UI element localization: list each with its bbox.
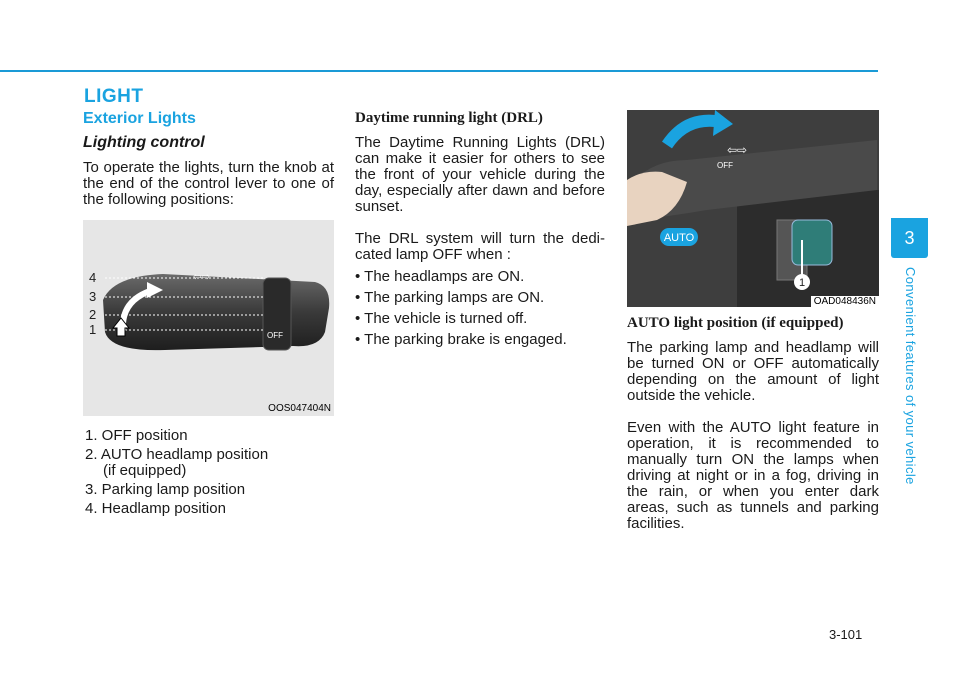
column-drl bbox=[355, 110, 605, 353]
list-item: • The vehicle is turned off. bbox=[355, 311, 605, 327]
lever-body bbox=[103, 274, 329, 350]
chapter-number: 3 bbox=[904, 228, 915, 248]
list-item-text: 1. OFF position bbox=[85, 427, 188, 444]
auto-para-1: The parking lamp and headlamp will be turned ON or OFF automatically depending on the amount of light outside the vehicle. bbox=[627, 339, 879, 404]
auto-para-2: Even with the AUTO light feature in operation, it is recommended to manually turn ON the lamps when driving at night or in a fog, driving in the rain, or when you enter dark areas, such as tunnels and parking facilities. bbox=[627, 419, 879, 532]
drl-para-1: The Daytime Running Lights (DRL) can make it easier for others to see the front of your vehicle during the day, especially after dawn and before sunset. bbox=[355, 134, 605, 215]
list-item bbox=[83, 482, 334, 498]
list-item-text: 4. Headlamp position bbox=[85, 500, 226, 517]
section-title: LIGHT bbox=[84, 86, 144, 107]
list-item-text: 3. Parking lamp position bbox=[85, 481, 246, 498]
position-number-4: 4 bbox=[89, 270, 97, 285]
list-item-continuation: (if equipped) bbox=[103, 462, 187, 479]
chapter-title: Convenient features of your vehicle bbox=[903, 267, 918, 485]
position-number-1: 1 bbox=[89, 322, 97, 337]
list-item: • The parking lamps are ON. bbox=[355, 290, 605, 306]
subheading-lighting-control: Lighting control bbox=[83, 134, 205, 151]
figure-code: OOS047404N bbox=[268, 403, 331, 414]
lighting-lever-figure bbox=[83, 220, 334, 416]
position-number-3: 3 bbox=[89, 289, 97, 304]
list-item-text: 2. AUTO headlamp position bbox=[85, 446, 269, 463]
auto-label: AUTO bbox=[663, 232, 695, 244]
callout-number: 1 bbox=[798, 277, 806, 289]
list-item bbox=[83, 501, 334, 517]
column-auto-light bbox=[627, 110, 879, 532]
heading-auto-light: AUTO light position (if equipped) bbox=[627, 315, 844, 331]
position-list bbox=[83, 428, 334, 517]
lock-button bbox=[792, 220, 832, 265]
drl-para-2: The DRL system will turn the dedi-cated lamp OFF when : bbox=[355, 230, 605, 263]
intro-text: To operate the lights, turn the knob at the end of the control lever to one of the following positions: bbox=[83, 159, 334, 208]
heading-exterior-lights: Exterior Lights bbox=[83, 110, 196, 127]
lighting-lever-illustration bbox=[83, 220, 334, 416]
drl-bullet-list bbox=[355, 269, 605, 348]
list-item bbox=[83, 447, 334, 479]
list-item: • The parking brake is engaged. bbox=[355, 332, 605, 348]
header-rule bbox=[0, 70, 878, 72]
headlamp-icon: ⇦⇨ bbox=[193, 272, 210, 283]
knob-off-label: OFF bbox=[717, 161, 733, 170]
column-lighting-control bbox=[83, 110, 334, 520]
position-number-2: 2 bbox=[89, 307, 97, 322]
knob-off-label: OFF bbox=[267, 331, 283, 340]
list-item bbox=[83, 428, 334, 444]
list-item: • The headlamps are ON. bbox=[355, 269, 605, 285]
page-number: 3-101 bbox=[829, 627, 863, 642]
heading-drl: Daytime running light (DRL) bbox=[355, 110, 543, 126]
figure-code: OAD048436N bbox=[811, 296, 879, 307]
headlamp-icon: ⇦⇨ bbox=[727, 143, 748, 157]
auto-light-illustration bbox=[627, 110, 879, 307]
chapter-tab bbox=[891, 218, 928, 258]
auto-light-figure bbox=[627, 110, 879, 307]
